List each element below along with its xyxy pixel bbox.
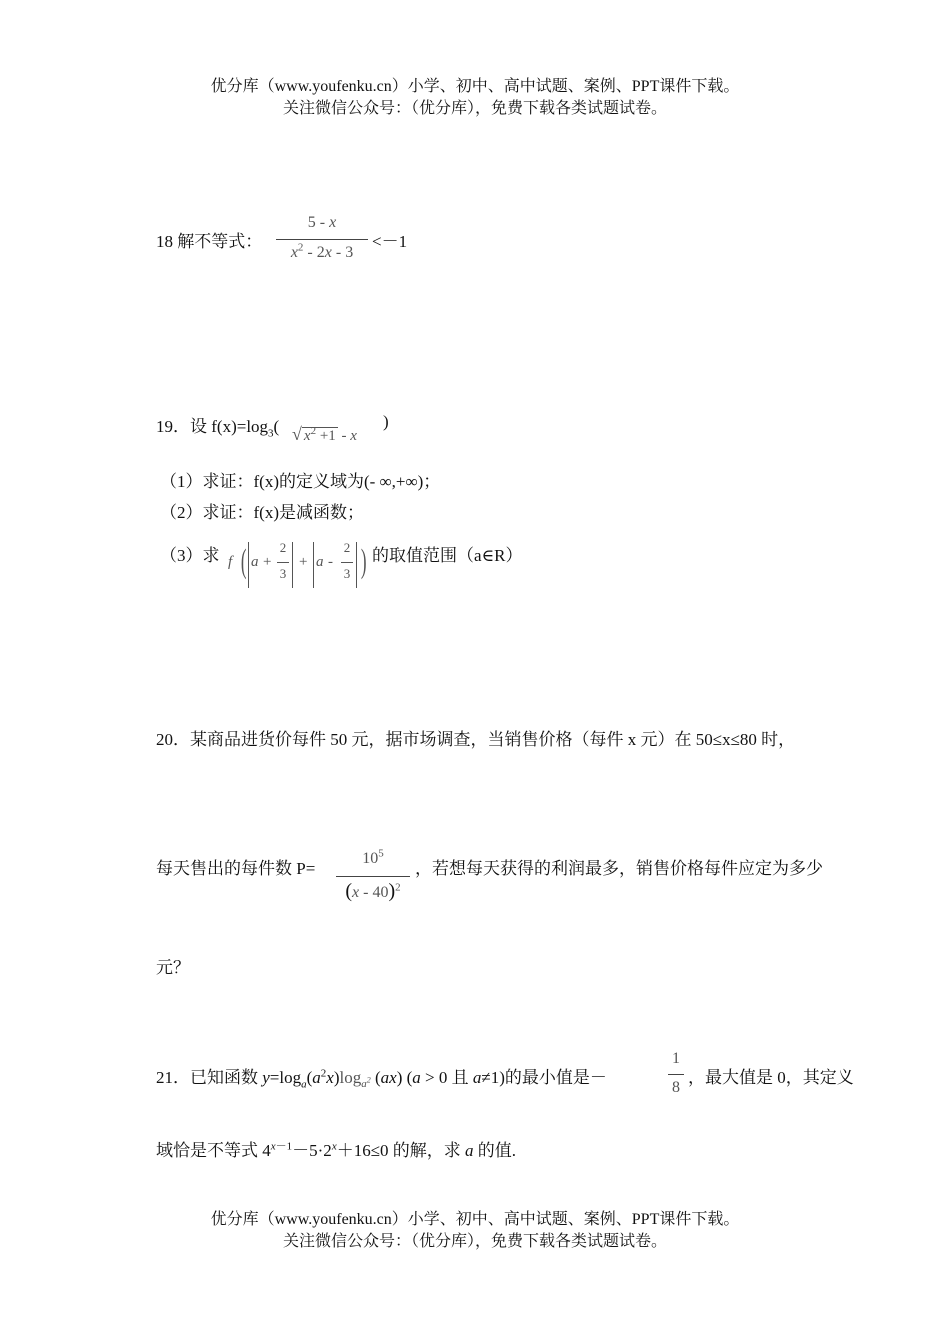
sqrt-symbol: √ bbox=[292, 424, 302, 444]
q21-frac-num: 1 bbox=[672, 1050, 680, 1067]
q20-fraction bbox=[336, 846, 410, 906]
q20-line-2-suffix: ，若想每天获得的利润最多，销售价格每件应定为多少 bbox=[415, 859, 823, 878]
footer-line-2: 关注微信公众号：（优分库），免费下载各类试题试卷。 bbox=[282, 1233, 667, 1250]
header-line-1: 优分库（www.youfenku.cn）小学、初中、高中试题、案例、PPT课件下载。 bbox=[210, 78, 740, 95]
q19-part-3-suffix: 的取值范围（a∈R） bbox=[372, 546, 523, 565]
fraction-bar bbox=[668, 1074, 684, 1075]
footer-line-1: 优分库（www.youfenku.cn）小学、初中、高中试题、案例、PPT课件下载。 bbox=[210, 1211, 740, 1228]
q18-label: 18 解不等式： bbox=[156, 232, 263, 251]
q21-line-2: 域恰是不等式 $4^{x-1}-5\cdot 2^x+16\le 0$ 的解，求 a 的值. bbox=[156, 1140, 517, 1160]
q18-rhs: <－1 bbox=[372, 232, 408, 251]
q18-numerator: 5 - x bbox=[307, 214, 337, 231]
q20-line-1: 20．某商品进货价每件 50 元，据市场调查，当销售价格（每件 x 元）在 50≤x≤80 时， bbox=[156, 730, 796, 749]
q19-part-3-expr: f ( a + 2 3 + a - 2 3 ) bbox=[226, 536, 368, 592]
q20-line-3: 元？ bbox=[156, 958, 190, 977]
q19-part-3-prefix: （3）求 bbox=[160, 546, 220, 565]
q21-fraction bbox=[668, 1050, 684, 1102]
q21-line-1-suffix: ，最大值是 0，其定义 bbox=[688, 1068, 854, 1087]
q19-radical: √ $x^2 +1 - x$ bbox=[292, 424, 357, 444]
q20-line-2-prefix: 每天售出的每件数 P= bbox=[156, 859, 316, 878]
q19-part-1: （1）求证：f(x)的定义域为(- ∞,+∞)； bbox=[160, 472, 441, 491]
q19-stem: 19．设 $f(x)=\log_3$( bbox=[156, 417, 280, 440]
q19-part-2: （2）求证：f(x)是减函数； bbox=[160, 503, 364, 522]
fraction-bar bbox=[336, 876, 410, 877]
q18-fraction bbox=[276, 212, 368, 268]
q21-line-1-prefix: 21．已知函数 $y=\log_a(a^2x)\log_{a^2}$ (ax) (a > 0 且 a≠1)的最小值是－ bbox=[156, 1067, 607, 1091]
fraction-bar bbox=[276, 239, 368, 240]
q21-frac-den: 8 bbox=[672, 1079, 680, 1096]
q20-numerator: $10^5$ bbox=[362, 847, 384, 867]
q20-denominator: (x - 40)$^2$ bbox=[345, 880, 401, 902]
q19-close: ) bbox=[383, 412, 389, 431]
q18-denominator: $x^2 - 2x - 3$ bbox=[290, 241, 354, 261]
header-line-2: 关注微信公众号：（优分库），免费下载各类试题试卷。 bbox=[282, 100, 667, 117]
